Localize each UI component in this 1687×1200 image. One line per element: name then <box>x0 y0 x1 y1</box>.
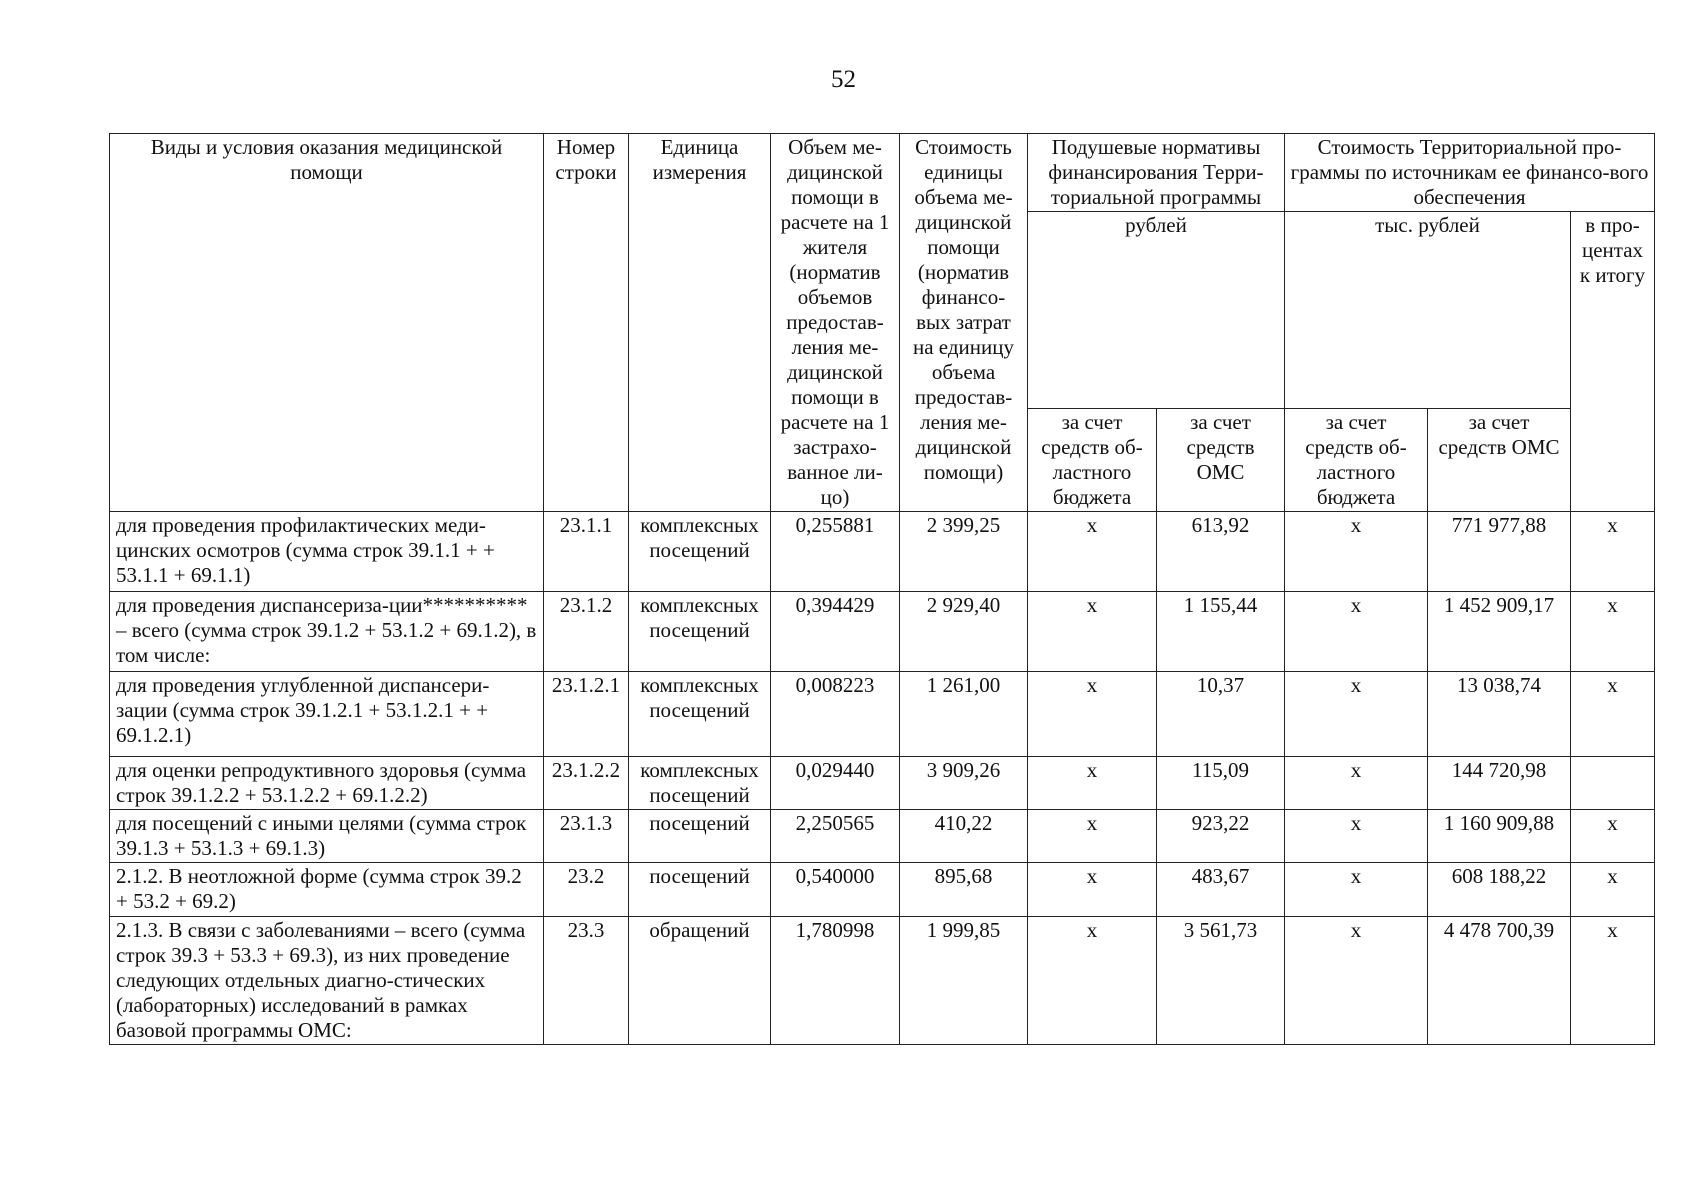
cell-unit: посещений <box>629 863 771 917</box>
cell-percent: х <box>1571 512 1655 592</box>
table-row <box>110 917 1655 1045</box>
cell-percent: х <box>1571 863 1655 917</box>
cell-percent: х <box>1571 672 1655 757</box>
cell-unit: комплексных посещений <box>629 672 771 757</box>
cell-row-number: 23.1.2.2 <box>544 757 629 810</box>
cell-kind: для проведения профилактических меди-цинских осмотров (сумма строк 39.1.1 + + 53.1.1 + 69.1.1) <box>110 512 544 592</box>
table-row <box>110 757 1655 810</box>
cell-total-budget: х <box>1285 592 1428 672</box>
cell-pc-budget: х <box>1028 592 1157 672</box>
cell-pc-oms: 1 155,44 <box>1157 592 1285 672</box>
cell-cost: 2 929,40 <box>900 592 1028 672</box>
cell-unit: комплексных посещений <box>629 592 771 672</box>
cell-row-number: 23.1.2 <box>544 592 629 672</box>
cell-kind: 2.1.2. В неотложной форме (сумма строк 39.2 + 53.2 + 69.2) <box>110 863 544 917</box>
cell-total-oms: 4 478 700,39 <box>1428 917 1571 1045</box>
cell-total-budget: х <box>1285 512 1428 592</box>
cell-kind: 2.1.3. В связи с заболеваниями – всего (сумма строк 39.3 + 53.3 + 69.3), из них проведение следующих отдельных диагно-стических (лабораторных) исследований в рамках базовой программы ОМС: <box>110 917 544 1045</box>
cell-volume: 0,540000 <box>771 863 900 917</box>
cell-percent: х <box>1571 592 1655 672</box>
cell-unit: обращений <box>629 917 771 1045</box>
cell-unit: посещений <box>629 810 771 863</box>
table-row <box>110 863 1655 917</box>
cell-pc-budget: х <box>1028 672 1157 757</box>
cell-kind: для оценки репродуктивного здоровья (сумма строк 39.1.2.2 + 53.1.2.2 + 69.1.2.2) <box>110 757 544 810</box>
table-row <box>110 672 1655 757</box>
header-unit: Единица измерения <box>629 134 771 512</box>
cell-percent <box>1571 757 1655 810</box>
cell-pc-budget: х <box>1028 512 1157 592</box>
cell-kind: для проведения диспансериза-ции********** – всего (сумма строк 39.1.2 + 53.1.2 + 69.1.2), в том числе: <box>110 592 544 672</box>
cell-total-oms: 13 038,74 <box>1428 672 1571 757</box>
cell-cost: 410,22 <box>900 810 1028 863</box>
cell-pc-budget: х <box>1028 810 1157 863</box>
cell-total-budget: х <box>1285 917 1428 1045</box>
cell-row-number: 23.3 <box>544 917 629 1045</box>
cell-cost: 1 999,85 <box>900 917 1028 1045</box>
cell-row-number: 23.1.3 <box>544 810 629 863</box>
cell-total-oms: 1 160 909,88 <box>1428 810 1571 863</box>
cell-row-number: 23.2 <box>544 863 629 917</box>
header-kind: Виды и условия оказания медицинской помощи <box>110 134 544 512</box>
cell-pc-oms: 613,92 <box>1157 512 1285 592</box>
cell-cost: 3 909,26 <box>900 757 1028 810</box>
cell-pc-budget: х <box>1028 757 1157 810</box>
header-regional-budget-2: за счет средств об-ластного бюджета <box>1285 409 1428 512</box>
cell-row-number: 23.1.2.1 <box>544 672 629 757</box>
cell-pc-oms: 483,67 <box>1157 863 1285 917</box>
header-oms-2: за счет средств ОМС <box>1428 409 1571 512</box>
cell-cost: 895,68 <box>900 863 1028 917</box>
header-percent: в про-центах к итогу <box>1571 212 1655 512</box>
header-volume: Объем ме-дицинской помощи в расчете на 1 жителя (норматив объемов предостав-ления ме-дицинской помощи в расчете на 1 застрахо-ванное ли-цо) <box>771 134 900 512</box>
cell-volume: 0,008223 <box>771 672 900 757</box>
page-number: 52 <box>831 66 856 93</box>
cell-pc-oms: 923,22 <box>1157 810 1285 863</box>
cell-total-budget: х <box>1285 863 1428 917</box>
cell-volume: 0,394429 <box>771 592 900 672</box>
header-row-1 <box>110 134 1655 212</box>
cell-unit: комплексных посещений <box>629 757 771 810</box>
header-regional-budget: за счет средств об-ластного бюджета <box>1028 409 1157 512</box>
header-per-capita-group: Подушевые нормативы финансирования Терри-ториальной программы <box>1028 134 1285 212</box>
header-oms: за счет средств ОМС <box>1157 409 1285 512</box>
cell-percent: х <box>1571 917 1655 1045</box>
financing-table <box>109 133 1655 1045</box>
cell-total-oms: 144 720,98 <box>1428 757 1571 810</box>
header-program-cost-group: Стоимость Территориальной про-граммы по источникам ее финансо-вого обеспечения <box>1285 134 1655 212</box>
cell-pc-oms: 115,09 <box>1157 757 1285 810</box>
cell-volume: 1,780998 <box>771 917 900 1045</box>
cell-percent: х <box>1571 810 1655 863</box>
cell-volume: 0,255881 <box>771 512 900 592</box>
cell-total-budget: х <box>1285 757 1428 810</box>
table-row <box>110 810 1655 863</box>
cell-kind: для проведения углубленной диспансери-зации (сумма строк 39.1.2.1 + 53.1.2.1 + + 69.1.2.1) <box>110 672 544 757</box>
cell-total-oms: 608 188,22 <box>1428 863 1571 917</box>
cell-pc-budget: х <box>1028 863 1157 917</box>
cell-unit: комплексных посещений <box>629 512 771 592</box>
header-unit-rub: рублей <box>1028 212 1285 409</box>
header-row-number: Номер строки <box>544 134 629 512</box>
cell-cost: 2 399,25 <box>900 512 1028 592</box>
cell-volume: 0,029440 <box>771 757 900 810</box>
cell-total-budget: х <box>1285 810 1428 863</box>
cell-total-budget: х <box>1285 672 1428 757</box>
table-row <box>110 592 1655 672</box>
cell-pc-oms: 10,37 <box>1157 672 1285 757</box>
header-unit-thous-rub: тыс. рублей <box>1285 212 1571 409</box>
cell-pc-budget: х <box>1028 917 1157 1045</box>
cell-row-number: 23.1.1 <box>544 512 629 592</box>
header-cost: Стоимость единицы объема ме-дицинской помощи (норматив финансо-вых затрат на единицу объема предостав-ления ме-дицинской помощи) <box>900 134 1028 512</box>
table-row <box>110 512 1655 592</box>
cell-total-oms: 1 452 909,17 <box>1428 592 1571 672</box>
cell-volume: 2,250565 <box>771 810 900 863</box>
cell-cost: 1 261,00 <box>900 672 1028 757</box>
cell-kind: для посещений с иными целями (сумма строк 39.1.3 + 53.1.3 + 69.1.3) <box>110 810 544 863</box>
cell-pc-oms: 3 561,73 <box>1157 917 1285 1045</box>
cell-total-oms: 771 977,88 <box>1428 512 1571 592</box>
